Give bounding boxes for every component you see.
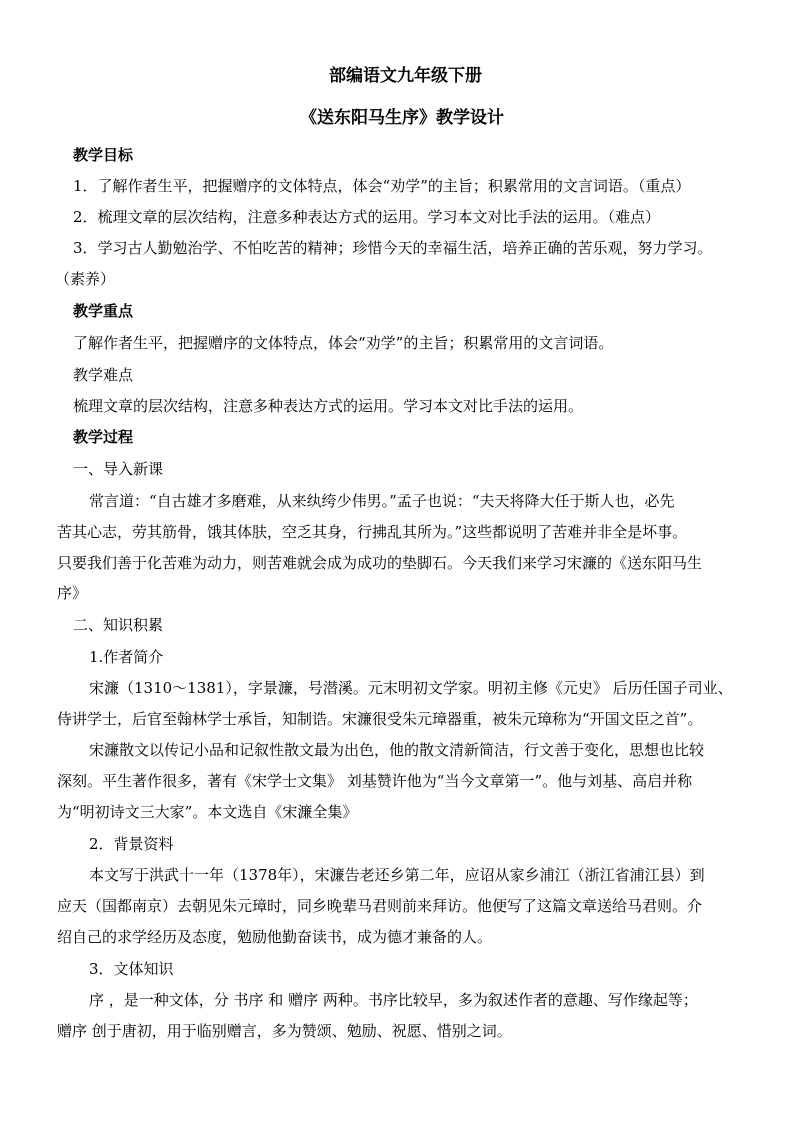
author-paragraph-line: 为“明初诗文三大家”。本文选自《宋濂全集》	[57, 803, 358, 821]
author-paragraph-line: 侍讲学士，后官至翰林学士承旨，知制诰。宋濂很受朱元璋器重，被朱元璋称为“开国文臣之首”。	[57, 710, 703, 728]
subheading-author: 1.作者简介	[89, 648, 164, 666]
intro-paragraph-line: 只要我们善于化苦难为动力，则苦难就会成为成功的垫脚石。今天我们来学习宋濂的《送东阳马生	[57, 554, 703, 572]
section-intro-heading: 一、导入新课	[73, 460, 164, 478]
heading-difficulties: 教学难点	[73, 366, 134, 384]
genre-paragraph-line: 序 ，是一种文体，分 书序 和 赠序 两种。书序比较早，多为叙述作者的意趣、写作缘起等；	[89, 991, 698, 1009]
goal-1: 1．了解作者生平，把握赠序的文体特点，体会“劝学”的主旨；积累常用的文言词语。（重点）	[73, 177, 691, 195]
goal-2: 2．梳理文章的层次结构，注意多种表达方式的运用。学习本文对比手法的运用。（难点）	[73, 208, 661, 226]
genre-paragraph-line: 赠序 创于唐初，用于临别赠言，多为赞颂、勉励、祝愿、惜别之词。	[57, 1022, 512, 1040]
background-paragraph-line: 本文写于洪武十一年（1378年），宋濂告老还乡第二年，应诏从家乡浦江（浙江省浦江县）到	[89, 866, 705, 884]
difficulties-text: 梳理文章的层次结构，注意多种表达方式的运用。学习本文对比手法的运用。	[73, 397, 584, 415]
author-paragraph-line: 宋濂散文以传记小品和记叙性散文最为出色，他的散文清新简洁，行文善于变化，思想也比较	[89, 741, 705, 759]
doc-title-main: 部编语文九年级下册	[329, 66, 482, 86]
doc-title-sub: 《送东阳马生序》教学设计	[300, 108, 504, 128]
intro-paragraph-line: 苦其心志，劳其筋骨，饿其体肤，空乏其身，行拂乱其所为。”这些都说明了苦难并非全是坏事。	[57, 523, 688, 541]
heading-teaching-process: 教学过程	[73, 428, 134, 446]
subheading-background: 2．背景资料	[89, 835, 174, 853]
section-knowledge-heading: 二、知识积累	[73, 616, 164, 634]
subheading-genre: 3．文体知识	[89, 960, 174, 978]
goal-3-tail: （素养）	[55, 270, 116, 288]
key-points-text: 了解作者生平，把握赠序的文体特点，体会“劝学”的主旨；积累常用的文言词语。	[73, 334, 614, 352]
heading-teaching-goals: 教学目标	[73, 146, 134, 164]
background-paragraph-line: 应天（国都南京）去朝见朱元璋时，同乡晚辈马君则前来拜访。他便写了这篇文章送给马君则。介	[57, 897, 703, 915]
background-paragraph-line: 绍自己的求学经历及态度，勉励他勤奋读书，成为德才兼备的人。	[57, 928, 493, 946]
heading-key-points: 教学重点	[73, 302, 134, 320]
goal-3: 3．学习古人勤勉治学、不怕吃苦的精神；珍惜今天的幸福生活，培养正确的苦乐观，努力学习。	[73, 239, 713, 257]
intro-paragraph-line: 常言道：“自古雄才多磨难，从来纨绔少伟男。”孟子也说：“夫天将降大任于斯人也，必先	[89, 492, 675, 510]
intro-paragraph-line: 序》	[57, 584, 88, 602]
author-paragraph-line: 宋濂（1310～1381），字景濂，号潜溪。元末明初文学家。明初主修《元史》 后历任国子司业、	[89, 679, 733, 697]
author-paragraph-line: 深刻。平生著作很多，著有《宋学士文集》 刘基赞许他为“当今文章第一”。他与刘基、高启并称	[57, 772, 693, 790]
